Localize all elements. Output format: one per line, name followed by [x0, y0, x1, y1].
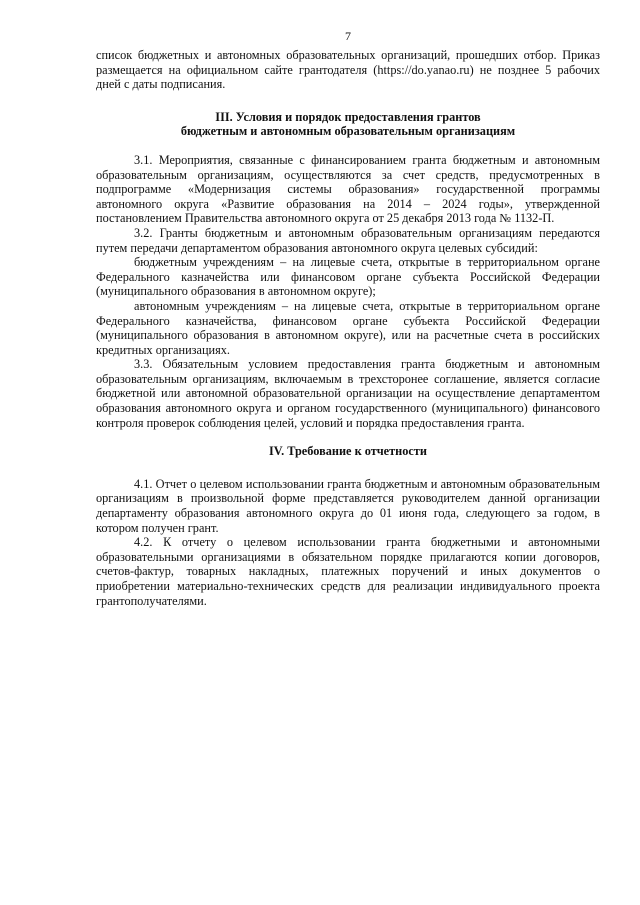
intro-paragraph: список бюджетных и автономных образовательных организаций, прошедших отбор. Приказ размещается на официальном сайте грантодателя (https://do.yanao.ru) не позднее 5 рабочих дней с даты подписания. — [96, 48, 600, 92]
paragraph-3-3: 3.3. Обязательным условием предоставления гранта бюджетным и автономным образовательным организациям, включаемым в трехсторонее соглашение, является согласие бюджетной или автономной образовательной организации на осуществление департаментом образования автономного округа и органом государственного (муниципального) финансового контроля проверок соблюдения целей, условий и порядка предоставления гранта. — [96, 357, 600, 430]
page-number: 7 — [345, 29, 351, 43]
section-3-title-line-2: бюджетным и автономным образовательным организациям — [180, 124, 516, 139]
paragraph-3-2: 3.2. Гранты бюджетным и автономным образовательным организациям передаются путем передачи департаментом образования автономного округа целевых субсидий: — [96, 225, 600, 255]
paragraph-3-1: 3.1. Мероприятия, связанные с финансированием гранта бюджетным и автономным образовательным организациям, осуществляются за счет средств, предусмотренных в подпрограмме «Модернизация системы образования» государственной программы автономного округа «Развитие образования на 2014 – 2024 годы», утвержденной постановлением Правительства автономного округа от 25 декабря 2013 года № 1132-П. — [96, 152, 600, 226]
paragraph-3-2-budget: бюджетным учреждениям – на лицевые счета, открытые в территориальном органе Федерального казначейства или финансовом органе субъекта Российской Федерации (муниципального образования в автономном округе); — [96, 255, 600, 299]
section-3-title-line-1: III. Условия и порядок предоставления грантов — [215, 109, 481, 124]
document-body — [96, 48, 600, 608]
paragraph-3-2-autonomous: автономным учреждениям – на лицевые счета, открытые в территориальном органе Федерального казначейства, финансовом органе субъекта Российской Федерации (муниципального образования в автономном округе), или на расчетные счета в российских кредитных организациях. — [96, 298, 600, 357]
section-3-heading — [96, 110, 600, 139]
paragraph-4-1: 4.1. Отчет о целевом использовании гранта бюджетным и автономным образовательным организациям в произвольной форме представляется руководителем данной организации департаменту образования автономного округа до 01 июня года, следующего за годом, в котором получен грант. — [96, 476, 600, 535]
paragraph-4-2: 4.2. К отчету о целевом использовании гранта бюджетными и автономными образовательными организациями в обязательном порядке прилагаются копии договоров, счетов-фактур, товарных накладных, платежных поручений и иных документов о приобретении материально-технических средств для реализации индивидуального проекта грантополучателями. — [96, 535, 600, 608]
section-4-title: IV. Требование к отчетности — [268, 444, 427, 459]
